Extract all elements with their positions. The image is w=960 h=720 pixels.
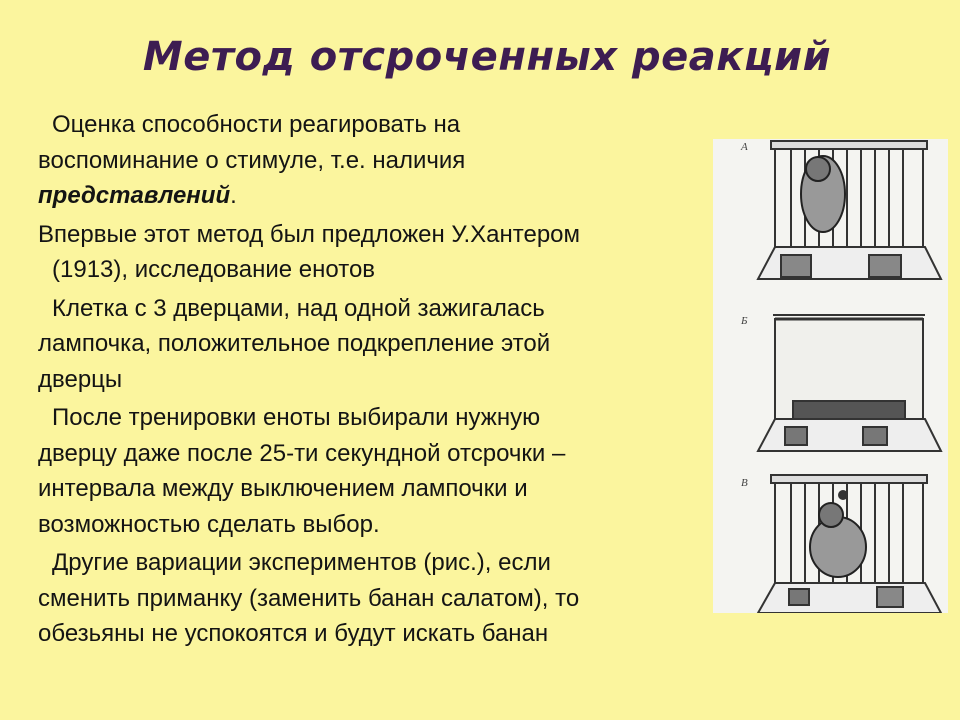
- body-text: [38, 107, 718, 655]
- panel-b: [758, 315, 941, 451]
- paragraph-1: [38, 107, 718, 214]
- paragraph-line: сменить приманку (заменить банан салатом), то: [38, 584, 580, 612]
- cage-drawing: [713, 139, 948, 613]
- panel-label-b: Б: [741, 315, 748, 327]
- paragraph-3: [38, 291, 718, 398]
- paragraph-line: (1913), исследование енотов: [52, 256, 376, 283]
- paragraph-5: [38, 545, 718, 652]
- emphasis-term: представлений: [38, 182, 231, 209]
- paragraph-line: интервала между выключением лампочки и: [38, 475, 528, 502]
- paragraph-suffix: .: [230, 182, 237, 209]
- paragraph-line: возможностью сделать выбор.: [38, 510, 380, 538]
- paragraph-line: Клетка с 3 дверцами, над одной зажигалась: [52, 294, 545, 322]
- panel-a: [758, 141, 941, 279]
- paragraph-2: [38, 217, 718, 288]
- paragraph-line: лампочка, положительное подкрепление этой: [38, 330, 551, 357]
- paragraph-line: дверцу даже после 25-ти секундной отсрочки –: [38, 439, 566, 467]
- paragraph-line: Оценка способности реагировать на: [52, 111, 461, 138]
- panel-c: [758, 475, 941, 613]
- paragraph-line: [38, 178, 718, 214]
- slide-title: Метод отсроченных реакций: [142, 34, 832, 80]
- panel-label-c: В: [741, 477, 748, 489]
- paragraph-line: дверцы: [38, 365, 123, 393]
- paragraph-line: Другие вариации экспериментов (рис.), если: [52, 549, 551, 576]
- experiment-illustration: [713, 139, 948, 613]
- paragraph-line: Впервые этот метод был предложен У.Хантером: [38, 220, 581, 248]
- paragraph-line: После тренировки еноты выбирали нужную: [52, 404, 541, 431]
- paragraph-4: [38, 400, 718, 542]
- panel-label-a: А: [741, 141, 748, 153]
- paragraph-line: воспоминание о стимуле, т.е. наличия: [38, 146, 466, 174]
- paragraph-line: обезьяны не успокоятся и будут искать банан: [38, 620, 549, 647]
